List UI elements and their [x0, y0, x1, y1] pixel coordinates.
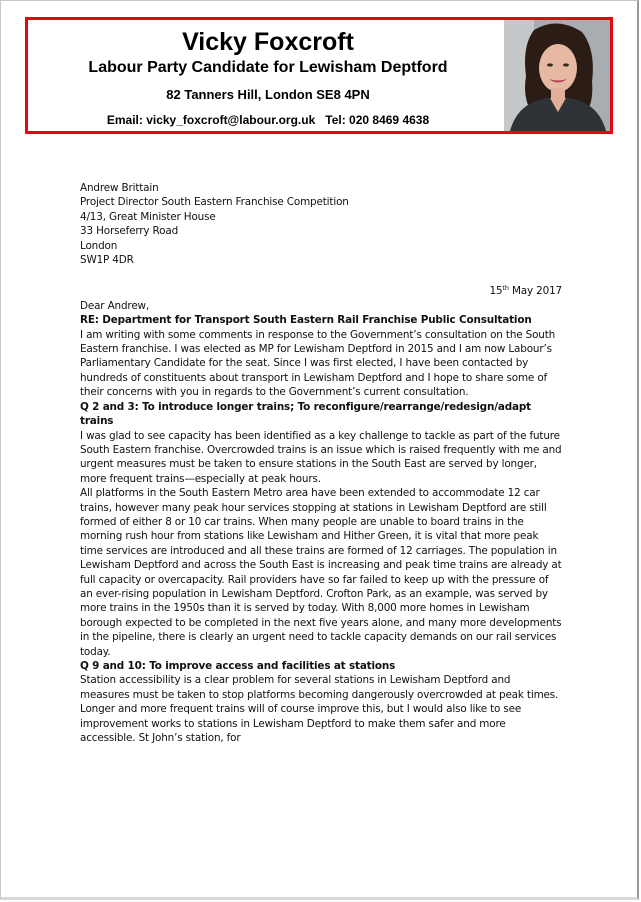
- paragraph-capacity: I was glad to see capacity has been identified as a key challenge to tackle as part of the future South Eastern franchise. Overcrowded trains is an issue which is raised frequently with me and urgent measures must be taken to ensure stations in the South East are served by longer, more frequent trains—especially at peak hours.: [80, 429, 562, 485]
- date-suffix: th: [502, 284, 509, 293]
- recipient-line: Andrew Brittain: [80, 182, 159, 194]
- date-month-year: May 2017: [508, 285, 562, 298]
- candidate-photo: [504, 20, 610, 131]
- salutation: Dear Andrew,: [80, 299, 150, 312]
- paragraph-platforms: All platforms in the South Eastern Metro area have been extended to accommodate 12 car trains, however many peak hour services stopping at stations in Lewisham Deptford are still formed of either 8 or 10 car trains. When many people are unable to board trains in the morning rush hour from stations like Lewisham and Hither Green, it is vital that more peak time services are introduced and all these trains are formed of 12 carriages. The population in Lewisham Deptford and across the South East is increasing and peak time trains are already at full capacity or overcapacity. Rail providers have so far failed to keep up with the pressure of an ever-rising population in Lewisham Deptford. Crofton Park, as an example, was served by more trains in the 1950s than it is served by today. With 8,000 more homes in Lewisham borough expected to be completed in the next five years alone, and many more developments in the pipeline, there is clearly an urgent need to tackle capacity demands on our rail services today.: [80, 487, 562, 658]
- email-text: Email: vicky_foxcroft@labour.org.uk: [106, 113, 316, 127]
- recipient-line: SW1P 4DR: [80, 254, 134, 267]
- candidate-role: Labour Party Candidate for Lewisham Deptford: [88, 59, 448, 76]
- phone-text: Tel: 020 8469 4638: [325, 113, 430, 127]
- letterhead-text: [28, 20, 508, 128]
- contact-line: [28, 112, 508, 128]
- section-heading-q2-3: Q 2 and 3: To introduce longer trains; To reconfigure/rearrange/redesign/adapt trains: [80, 400, 531, 428]
- candidate-name: Vicky Foxcroft: [182, 28, 354, 56]
- recipient-line: Project Director South Eastern Franchise Competition: [80, 196, 349, 209]
- letterhead: [25, 17, 613, 134]
- subject-line: RE: Department for Transport South Eastern Rail Franchise Public Consultation: [80, 314, 532, 327]
- candidate-address: 82 Tanners Hill, London SE8 4PN: [166, 87, 370, 102]
- recipient-line: London: [80, 239, 118, 252]
- letter-body: [80, 181, 562, 745]
- date-day: 15: [489, 285, 503, 298]
- paragraph-intro: I am writing with some comments in response to the Government’s consultation on the South Eastern franchise. I was elected as MP for Lewisham Deptford in 2015 and I am now Labour’s Parliamentary Candidate for the seat. Since I was first elected, I have been contacted by hundreds of constituents about transport in Lewisham Deptford and I hope to share some of their concerns with you in regards to the Government’s current consultation.: [80, 328, 556, 399]
- recipient-line: 4/13, Great Minister House: [80, 210, 216, 223]
- section-heading-q9-10: Q 9 and 10: To improve access and facilities at stations: [80, 660, 396, 672]
- recipient-line: 33 Horseferry Road: [80, 225, 179, 238]
- paragraph-accessibility: Station accessibility is a clear problem for several stations in Lewisham Deptford and measures must be taken to stop platforms becoming dangerously overcrowded at peak times. Longer and more frequent trains will of course improve this, but I would also like to see improvement works to stations in Lewisham Deptford to make them safer and more accessible. St John’s station, for: [80, 674, 559, 745]
- letter-date: [80, 284, 562, 298]
- recipient-address: [80, 181, 562, 267]
